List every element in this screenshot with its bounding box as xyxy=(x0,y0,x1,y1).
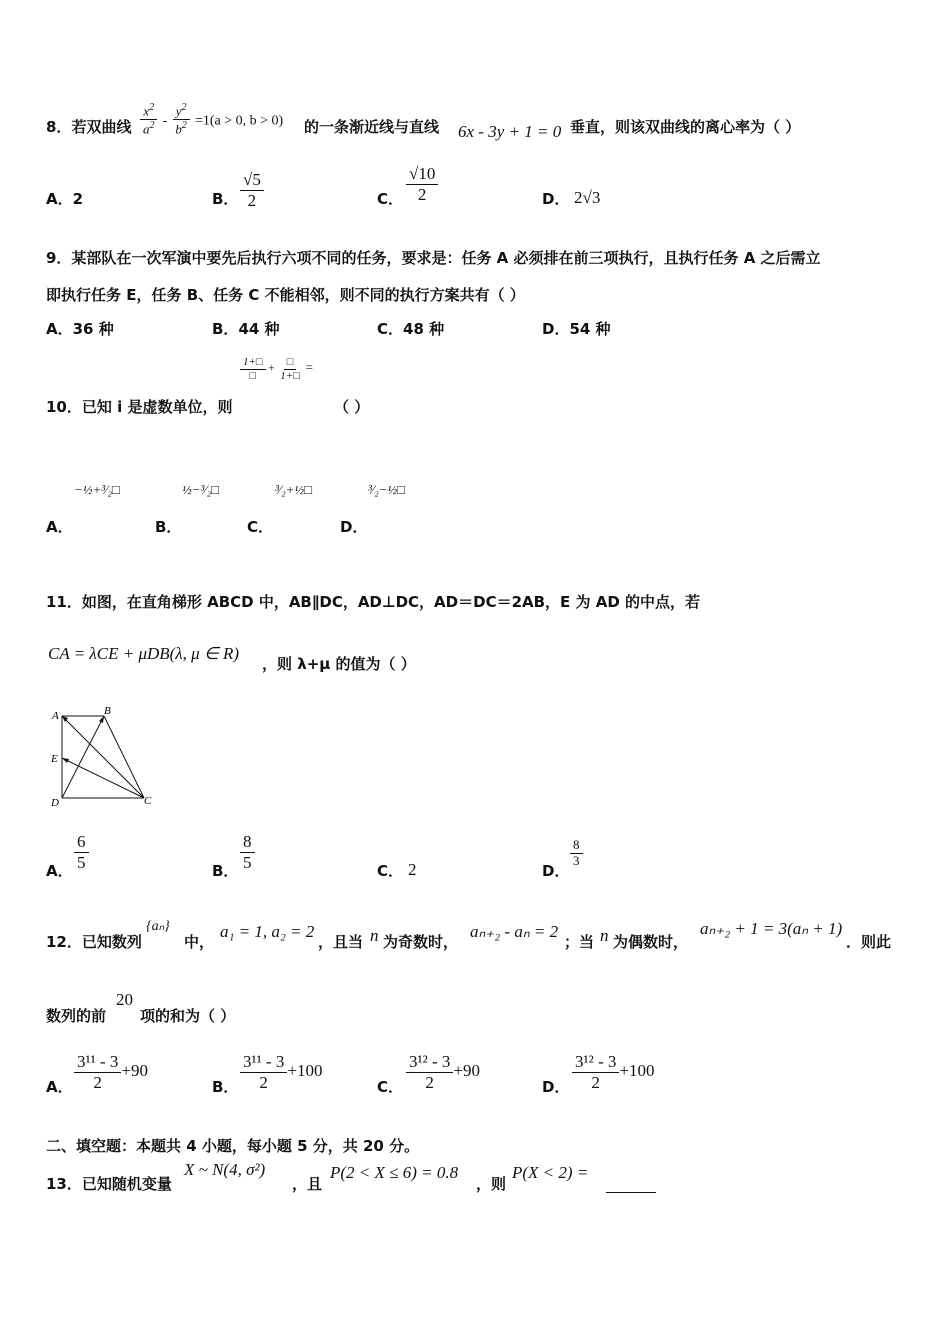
q12-line2-post: 项的和为（ ） xyxy=(140,1007,236,1025)
q12-twenty: 20 xyxy=(116,990,133,1009)
q12-even-relation: aₙ₊₂ + 1 = 3(aₙ + 1) xyxy=(700,919,843,938)
q9-line2: 即执行任务 E，任务 B、任务 C 不能相邻，则不同的执行方案共有（ ） xyxy=(46,286,525,304)
q8-line-equation: 6x - 3y + 1 = 0 xyxy=(458,122,562,141)
q12-option-a-label: A． xyxy=(46,1078,73,1096)
q10-option-a-label: A． xyxy=(46,518,73,536)
q12-n-odd: n xyxy=(370,926,379,945)
q13-mid2: ，则 xyxy=(476,1175,507,1193)
q12-sequence: {aₙ} xyxy=(146,919,170,934)
q12-even-pre: ；当 xyxy=(564,933,595,951)
q12-stem-start: 12．已知数列 xyxy=(46,933,142,951)
q11-vector-expression: CA = λCE + μDB(λ, μ ∈ R) xyxy=(48,644,240,663)
q8-post-text: 垂直，则该双曲线的离心率为（ ） xyxy=(570,118,801,136)
q12-even-text: 为偶数时， xyxy=(613,933,689,951)
q9-option-d: D．54 种 xyxy=(542,320,611,338)
q10-option-a-value: −½+³⁄₂□ xyxy=(74,482,120,497)
fig-label-e: E xyxy=(51,753,58,765)
fig-label-b: B xyxy=(104,705,111,717)
q13-probability: P(2 < X ≤ 6) = 0.8 xyxy=(330,1163,459,1182)
q12-zhong: 中， xyxy=(184,933,215,951)
q9-option-b: B．44 种 xyxy=(212,320,280,338)
q13-mid: ，且 xyxy=(292,1175,323,1193)
q9-option-a: A．36 种 xyxy=(46,320,114,338)
q11-trapezoid-figure xyxy=(44,700,164,812)
q11-option-a-value: $\frac{6}{5}$ xyxy=(74,832,89,872)
q11-option-b-label: B． xyxy=(212,862,239,880)
q11-option-c-label: C． xyxy=(377,862,404,880)
q11-line1: 11．如图，在直角梯形 ABCD 中，AB∥DC，AD⊥DC，AD＝DC＝2AB，E 为 AD 的中点，若 xyxy=(46,593,701,611)
q10-option-d-label: D． xyxy=(340,518,368,536)
q12-line2-pre: 数列的前 xyxy=(46,1007,107,1025)
q12-option-a-value: $\frac{\text{3¹¹ - 3}}{2}$ +90 xyxy=(74,1052,148,1092)
q9-line1: 9．某部队在一次军演中要先后执行六项不同的任务，要求是：任务 A 必须排在前三项执行，且执行任务 A 之后需立 xyxy=(46,249,821,267)
section-2-heading: 二、填空题：本题共 4 小题，每小题 5 分，共 20 分。 xyxy=(46,1137,420,1155)
q10-option-c-label: C． xyxy=(247,518,274,536)
q11-line2-post: ，则 λ+μ 的值为（ ） xyxy=(262,655,416,673)
q12-odd-relation: aₙ₊₂ - aₙ = 2 xyxy=(470,922,559,941)
q8-option-b-label: B． xyxy=(212,190,239,208)
q8-hyperbola-equation: $\frac{x^2}{a^2}$ - $\frac{y^2}{b^2}$ =1(a > 0, b > 0) xyxy=(140,102,283,138)
fig-label-d: D xyxy=(51,797,59,809)
q8-option-c-value: $\frac{√10}{2}$ xyxy=(406,164,438,204)
q8-option-d-value: 2√3 xyxy=(574,188,601,207)
q12-n-even: n xyxy=(600,926,609,945)
q10-option-b-label: B． xyxy=(155,518,182,536)
q13-pre: 13．已知随机变量 xyxy=(46,1175,172,1193)
q8-option-b-value: $\frac{√5}{2}$ xyxy=(240,170,264,210)
fig-label-c: C xyxy=(144,795,152,807)
q10-stem: 10．已知 i 是虚数单位，则 xyxy=(46,398,233,416)
q8-number: 8．若双曲线 xyxy=(46,118,132,136)
fig-label-a: A xyxy=(52,710,59,722)
q8-option-c-label: C． xyxy=(377,190,404,208)
q11-option-b-value: $\frac{8}{5}$ xyxy=(240,832,255,872)
q12-odd-text: 为奇数时， xyxy=(383,933,459,951)
q13-ask: P(X < 2) = xyxy=(512,1163,589,1182)
q12-option-d-label: D． xyxy=(542,1078,570,1096)
q9-option-c: C．48 种 xyxy=(377,320,445,338)
q12-end: ．则此 xyxy=(846,933,892,951)
q12-option-c-value: $\frac{\text{3¹² - 3}}{2}$ +90 xyxy=(406,1052,480,1092)
q11-option-c-value: 2 xyxy=(408,860,417,879)
q13-answer-blank[interactable] xyxy=(606,1174,656,1193)
q12-option-b-label: B． xyxy=(212,1078,239,1096)
q11-option-d-value: $\frac{8}{3}$ xyxy=(570,838,583,869)
q13-distribution: X ~ N(4, σ²) xyxy=(184,1160,266,1179)
q8-option-d-label: D． xyxy=(542,190,570,208)
q11-option-d-label: D． xyxy=(542,862,570,880)
q12-initial-terms: a₁ = 1, a₂ = 2 xyxy=(220,922,315,941)
q10-paren: （ ） xyxy=(334,398,370,416)
q11-option-a-label: A． xyxy=(46,862,73,880)
q12-odd-pre: ，且当 xyxy=(318,933,364,951)
q8-mid-text: 的一条渐近线与直线 xyxy=(304,118,440,136)
q10-option-b-value: ½−³⁄₂□ xyxy=(182,482,219,497)
q12-option-d-value: $\frac{\text{3¹² - 3}}{2}$ +100 xyxy=(572,1052,654,1092)
q8-option-a: A．2 xyxy=(46,190,84,208)
q12-option-c-label: C． xyxy=(377,1078,404,1096)
q10-expression: $\frac{1+□}{□}$ + $\frac{□}{1+□}$ = xyxy=(240,356,313,382)
q12-option-b-value: $\frac{\text{3¹¹ - 3}}{2}$ +100 xyxy=(240,1052,322,1092)
q10-option-d-value: ³⁄₂−½□ xyxy=(368,482,405,497)
q10-option-c-value: ³⁄₂+½□ xyxy=(275,482,312,497)
